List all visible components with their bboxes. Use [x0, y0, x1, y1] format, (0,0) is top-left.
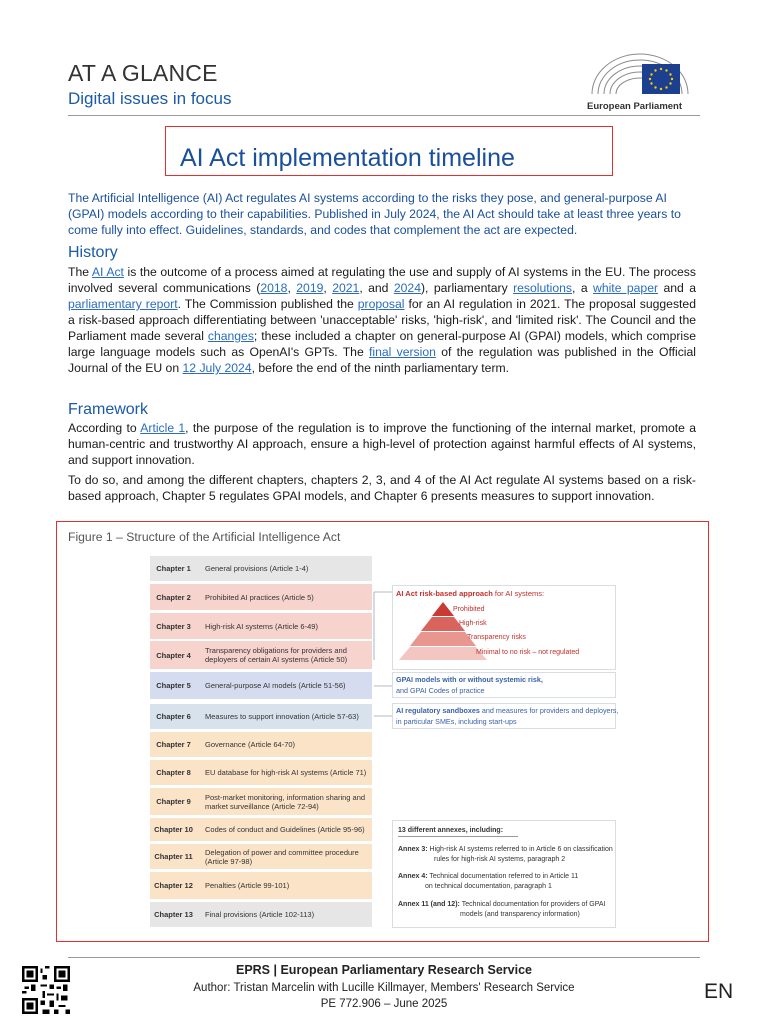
chapter-description: Penalties (Article 99-101): [205, 881, 290, 890]
annex-11-line-2: models (and transparency information): [460, 911, 580, 918]
sandbox-line-1: AI regulatory sandboxes and measures for providers and deployers,: [396, 706, 619, 715]
annex-4: Annex 4: Technical documentation referred to in Article 11: [398, 873, 579, 880]
chapter-row: [150, 584, 372, 611]
chapter-row: [150, 818, 372, 842]
page-title: AI Act implementation timeline: [180, 144, 515, 172]
chapter-row: [150, 902, 372, 928]
link-2024[interactable]: 2024: [393, 281, 421, 295]
link-resolutions[interactable]: resolutions: [513, 281, 573, 295]
chapter-label: Chapter 11: [154, 852, 193, 861]
annex-3: Annex 3: High-risk AI systems referred to in Article 6 on classification: [398, 846, 613, 853]
framework-paragraph-1: According to Article 1, the purpose of the regulation is to improve the functioning of the internal market, promote a human-centric and trustworthy AI approach, ensure a high-level of protection against harmful effects of AI systems, and support innovation.: [68, 421, 696, 467]
link-proposal[interactable]: proposal: [357, 297, 405, 311]
chapter-description: EU database for high-risk AI systems (Article 71): [205, 768, 367, 777]
sandbox-line-2: in particular SMEs, including start-ups: [396, 717, 517, 726]
chapter-label: Chapter 7: [156, 740, 191, 749]
footer-author: Author: Tristan Marcelin with Lucille Killmayer, Members' Research Service: [193, 982, 575, 994]
link-2021[interactable]: 2021: [332, 281, 360, 295]
risk-level-minimal: Minimal to no risk – not regulated: [476, 649, 580, 656]
chapter-label: Chapter 12: [154, 881, 193, 890]
language-code: EN: [704, 980, 734, 1003]
chapter-description: Delegation of power and committee procedure (Article 97-98): [205, 847, 359, 866]
eu-flag-icon: [642, 64, 680, 94]
chapter-label: Chapter 10: [154, 825, 193, 834]
chapter-description: Prohibited AI practices (Article 5): [205, 592, 314, 602]
chapter-label: Chapter 4: [156, 650, 191, 660]
annex-4-line-2: on technical documentation, paragraph 1: [425, 883, 552, 890]
figure-title: Figure 1 – Structure of the Artificial Intelligence Act: [68, 530, 341, 544]
chapter-description: Final provisions (Article 102-113): [205, 910, 315, 919]
chapter-row: [150, 872, 372, 900]
chapter-row: [150, 641, 372, 670]
risk-level-prohibited: Prohibited: [453, 606, 485, 613]
framework-paragraph-2: To do so, and among the different chapters, chapters 2, 3, and 4 of the AI Act regulate AI systems based on a risk-based approach, Chapter 5 regulates GPAI models, and Chapter 6 presents measures to support innovation.: [68, 473, 696, 503]
chapter-description: Measures to support innovation (Article 57-63): [205, 712, 359, 721]
link-final-version[interactable]: final version: [369, 345, 436, 359]
intro-paragraph: The Artificial Intelligence (AI) Act regulates AI systems according to the risks they pose, and general-purpose AI (GPAI) models according to their capabilities. Published in July 2024, the AI Act should take at least three years to come fully into effect. Guidelines, standards, and codes that complement the act are expected.: [68, 191, 681, 237]
footer-reference: PE 772.906 – June 2025: [320, 998, 448, 1010]
chapter-row: [150, 732, 372, 758]
chapter-description: General-purpose AI models (Article 51-56): [205, 681, 346, 690]
footer-divider: [68, 957, 700, 958]
link-ai-act[interactable]: AI Act: [91, 265, 124, 279]
framework-heading: Framework: [68, 401, 149, 418]
section-kicker: AT A GLANCE: [68, 60, 218, 86]
chapter-description: Transparency obligations for providers and deployers of certain AI systems (Article 50): [205, 646, 348, 664]
risk-approach-title: AI Act risk-based approach for AI systems:: [396, 589, 545, 598]
chapter-row: [150, 672, 372, 700]
chapter-label: Chapter 13: [154, 910, 193, 919]
link-publication-date[interactable]: 12 July 2024: [182, 361, 252, 375]
chapter-row: [150, 760, 372, 786]
chapter-description: Governance (Article 64-70): [205, 740, 296, 749]
link-2018[interactable]: 2018: [260, 281, 288, 295]
chapter-row: [150, 844, 372, 870]
chapter-row: [150, 556, 372, 582]
annex-11: Annex 11 (and 12): Technical documentation for providers of GPAI: [398, 901, 606, 908]
chapter-row: [150, 788, 372, 816]
chapter-label: Chapter 9: [156, 797, 191, 806]
history-paragraph: The AI Act is the outcome of a process aimed at regulating the use and supply of AI systems in the EU. The process involved several communications (2018, 2019, 2021, and 2024), parliamentary resolutions, a white paper and a parliamentary report. The Commission published the proposal for an AI regulation in 2021. The proposal suggested a risk-based approach differentiating between 'unacceptable' risks, 'high-risk', and 'limited risk'. The Council and the Parliament made several changes; these included a chapter on general-purpose AI (GPAI) models, which comprise large language models such as OpenAI's GPTs. The final version of the regulation was published in the Official Journal of the EU on 12 July 2024, before the end of the ninth parliamentary term.: [68, 265, 697, 375]
link-article-1[interactable]: Article 1: [140, 421, 186, 435]
risk-level-transparency: Transparency risks: [467, 634, 526, 641]
annex-3-line-2: rules for high-risk AI systems, paragraph 2: [434, 856, 566, 863]
gpai-line-1: GPAI models with or without systemic risk,: [396, 675, 543, 684]
chapter-row: [150, 613, 372, 640]
connector-lines: [372, 590, 394, 720]
risk-level-high: High-risk: [459, 620, 487, 627]
chapter-label: Chapter 2: [156, 592, 191, 602]
chapter-row: [150, 704, 372, 730]
chapter-label: Chapter 8: [156, 768, 191, 777]
history-heading: History: [68, 244, 118, 261]
annexes-title-underline: [398, 836, 518, 837]
link-parliamentary-report[interactable]: parliamentary report: [68, 297, 178, 311]
header-divider: [68, 115, 700, 116]
chapter-description: High-risk AI systems (Article 6-49): [205, 621, 318, 631]
chapter-description: Codes of conduct and Guidelines (Article 95-96): [205, 825, 365, 834]
chapter-label: Chapter 5: [156, 681, 191, 690]
gpai-line-2: and GPAI Codes of practice: [396, 686, 485, 695]
logo-text: European Parliament: [587, 101, 683, 112]
chapter-label: Chapter 6: [156, 712, 191, 721]
link-white-paper[interactable]: white paper: [593, 281, 659, 295]
footer-publisher: EPRS | European Parliamentary Research Service: [235, 963, 532, 977]
chapter-description: General provisions (Article 1-4): [205, 564, 309, 573]
chapter-label: Chapter 3: [156, 621, 191, 631]
section-subtitle: Digital issues in focus: [68, 89, 232, 108]
link-2019[interactable]: 2019: [296, 281, 324, 295]
annexes-title: 13 different annexes, including:: [398, 827, 504, 834]
link-changes[interactable]: changes: [207, 329, 254, 343]
chapter-description: Post-market monitoring, information sharing and market surveillance (Article 72-94): [205, 792, 366, 811]
chapter-label: Chapter 1: [156, 564, 191, 573]
